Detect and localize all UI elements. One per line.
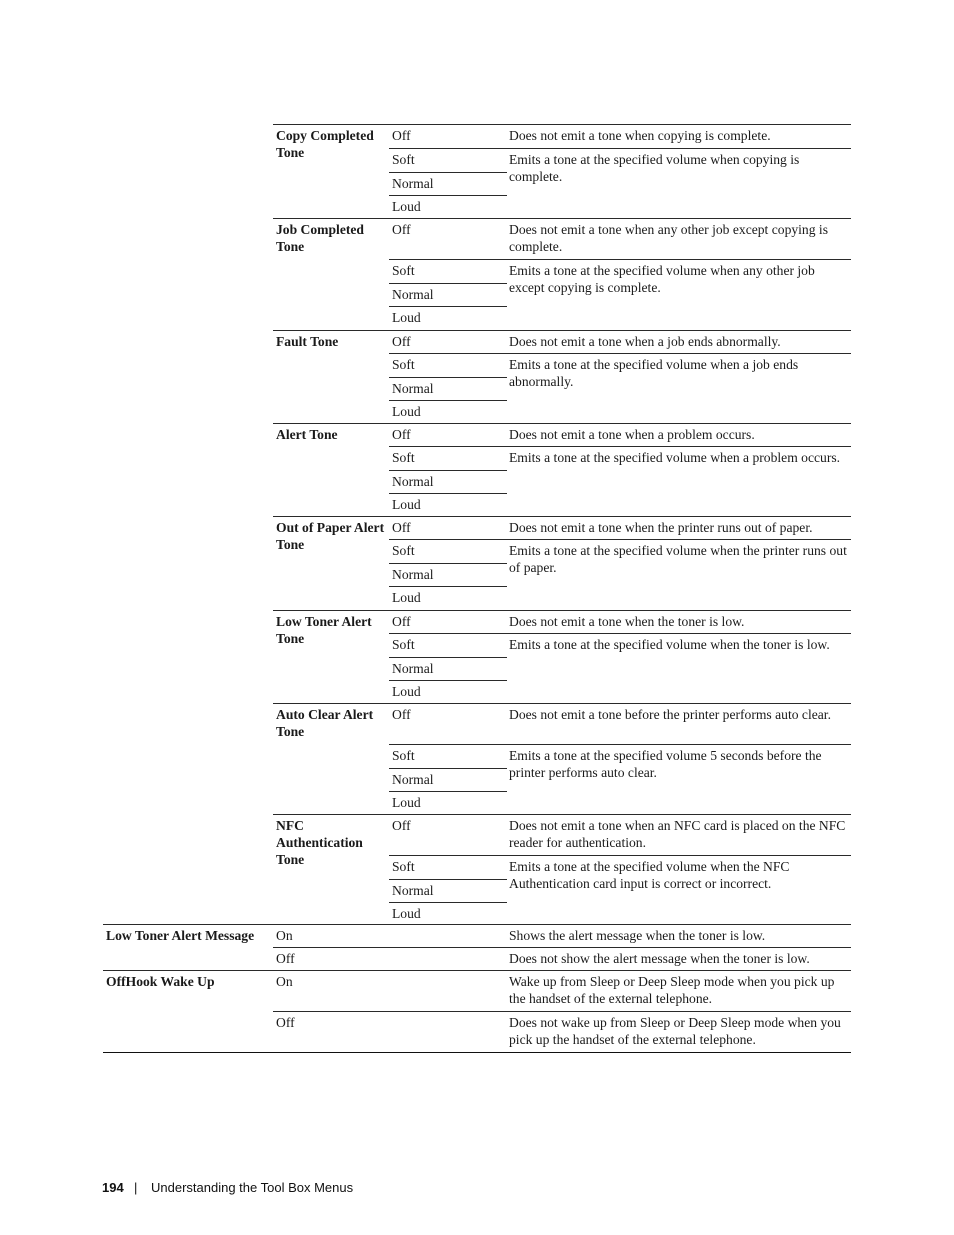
row-divider bbox=[273, 516, 851, 517]
row-divider bbox=[389, 353, 851, 354]
row-divider bbox=[389, 259, 851, 260]
row-divider bbox=[273, 947, 851, 948]
option-value: Off bbox=[276, 951, 295, 966]
row-divider bbox=[273, 218, 851, 219]
setting-label: Out of Paper Alert Tone bbox=[276, 520, 385, 552]
option-description: Does not wake up from Sleep or Deep Sleep mode when you pick up the handset of the external telephone. bbox=[509, 1015, 841, 1047]
option-value: Loud bbox=[392, 199, 421, 214]
option-description: Emits a tone at the specified volume when the NFC Authentication card input is correct or incorrect. bbox=[509, 859, 790, 891]
option-value: Loud bbox=[392, 684, 421, 699]
option-description: Does not emit a tone when a job ends abnormally. bbox=[509, 334, 781, 349]
option-value: Soft bbox=[392, 543, 415, 558]
option-description: Emits a tone at the specified volume when any other job except copying is complete. bbox=[509, 263, 815, 295]
row-divider bbox=[389, 400, 507, 401]
option-value: Loud bbox=[392, 590, 421, 605]
row-divider bbox=[389, 470, 507, 471]
row-divider bbox=[389, 633, 851, 634]
option-value: Normal bbox=[392, 474, 434, 489]
row-divider bbox=[389, 657, 507, 658]
option-description: Does not emit a tone when copying is complete. bbox=[509, 128, 771, 143]
row-divider bbox=[389, 855, 851, 856]
option-value: Loud bbox=[392, 404, 421, 419]
row-divider bbox=[273, 423, 851, 424]
row-divider bbox=[273, 814, 851, 815]
row-divider bbox=[389, 791, 507, 792]
option-value: Off bbox=[276, 1015, 295, 1030]
option-value: Off bbox=[392, 128, 411, 143]
row-divider bbox=[389, 148, 851, 149]
option-value: Off bbox=[392, 818, 411, 833]
option-value: Off bbox=[392, 520, 411, 535]
option-value: Normal bbox=[392, 287, 434, 302]
option-description: Does not emit a tone when the toner is low. bbox=[509, 614, 745, 629]
option-description: Does not emit a tone before the printer performs auto clear. bbox=[509, 707, 831, 722]
setting-label: Copy Completed Tone bbox=[276, 128, 374, 160]
setting-label: OffHook Wake Up bbox=[106, 974, 215, 989]
option-value: Loud bbox=[392, 310, 421, 325]
option-description: Does not show the alert message when the toner is low. bbox=[509, 951, 810, 966]
setting-label: Fault Tone bbox=[276, 334, 339, 349]
row-divider bbox=[389, 902, 507, 903]
row-divider bbox=[389, 306, 507, 307]
option-value: Normal bbox=[392, 567, 434, 582]
option-value: Loud bbox=[392, 795, 421, 810]
option-value: Off bbox=[392, 222, 411, 237]
row-divider bbox=[273, 330, 851, 331]
option-value: Normal bbox=[392, 883, 434, 898]
option-value: Normal bbox=[392, 176, 434, 191]
setting-label: Auto Clear Alert Tone bbox=[276, 707, 374, 739]
row-divider bbox=[103, 970, 851, 971]
row-divider bbox=[389, 172, 507, 173]
setting-label: Low Toner Alert Message bbox=[106, 928, 255, 943]
option-description: Does not emit a tone when the printer runs out of paper. bbox=[509, 520, 813, 535]
option-value: Soft bbox=[392, 263, 415, 278]
setting-label: NFC Authentication Tone bbox=[276, 818, 363, 867]
option-value: Soft bbox=[392, 152, 415, 167]
option-value: Off bbox=[392, 427, 411, 442]
option-description: Emits a tone at the specified volume when a job ends abnormally. bbox=[509, 357, 799, 389]
row-divider bbox=[389, 493, 507, 494]
row-divider bbox=[389, 377, 507, 378]
footer-section-title: Understanding the Tool Box Menus bbox=[151, 1180, 354, 1195]
option-value: Soft bbox=[392, 450, 415, 465]
option-description: Shows the alert message when the toner is low. bbox=[509, 928, 766, 943]
option-description: Emits a tone at the specified volume when the printer runs out of paper. bbox=[509, 543, 847, 575]
setting-label: Alert Tone bbox=[276, 427, 338, 442]
option-value: On bbox=[276, 928, 293, 943]
option-value: Loud bbox=[392, 906, 421, 921]
option-description: Wake up from Sleep or Deep Sleep mode when you pick up the handset of the external telephone. bbox=[509, 974, 835, 1006]
row-divider bbox=[389, 586, 507, 587]
page-number: 194 bbox=[102, 1180, 124, 1195]
option-value: Soft bbox=[392, 748, 415, 763]
option-value: Soft bbox=[392, 357, 415, 372]
option-description: Emits a tone at the specified volume when the toner is low. bbox=[509, 637, 830, 652]
option-value: Soft bbox=[392, 859, 415, 874]
row-divider bbox=[273, 124, 851, 125]
option-description: Emits a tone at the specified volume when copying is complete. bbox=[509, 152, 800, 184]
option-description: Emits a tone at the specified volume 5 seconds before the printer performs auto clear. bbox=[509, 748, 822, 780]
option-value: On bbox=[276, 974, 293, 989]
option-value: Normal bbox=[392, 381, 434, 396]
row-divider bbox=[273, 1011, 851, 1012]
row-divider bbox=[389, 768, 507, 769]
row-divider bbox=[103, 924, 851, 925]
row-divider bbox=[103, 1052, 851, 1053]
row-divider bbox=[389, 539, 851, 540]
row-divider bbox=[389, 446, 851, 447]
row-divider bbox=[273, 610, 851, 611]
row-divider bbox=[389, 744, 851, 745]
option-value: Loud bbox=[392, 497, 421, 512]
row-divider bbox=[389, 283, 507, 284]
option-value: Normal bbox=[392, 772, 434, 787]
row-divider bbox=[389, 195, 507, 196]
row-divider bbox=[273, 703, 851, 704]
setting-label: Low Toner Alert Tone bbox=[276, 614, 372, 646]
option-description: Does not emit a tone when a problem occurs. bbox=[509, 427, 755, 442]
option-value: Soft bbox=[392, 637, 415, 652]
row-divider bbox=[389, 879, 507, 880]
option-description: Does not emit a tone when an NFC card is placed on the NFC reader for authentication. bbox=[509, 818, 846, 850]
row-divider bbox=[389, 680, 507, 681]
option-value: Off bbox=[392, 707, 411, 722]
option-description: Does not emit a tone when any other job except copying is complete. bbox=[509, 222, 828, 254]
row-divider bbox=[389, 563, 507, 564]
option-value: Normal bbox=[392, 661, 434, 676]
option-description: Emits a tone at the specified volume when a problem occurs. bbox=[509, 450, 841, 465]
setting-label: Job Completed Tone bbox=[276, 222, 364, 254]
option-value: Off bbox=[392, 334, 411, 349]
footer-separator: | bbox=[134, 1180, 138, 1195]
option-value: Off bbox=[392, 614, 411, 629]
